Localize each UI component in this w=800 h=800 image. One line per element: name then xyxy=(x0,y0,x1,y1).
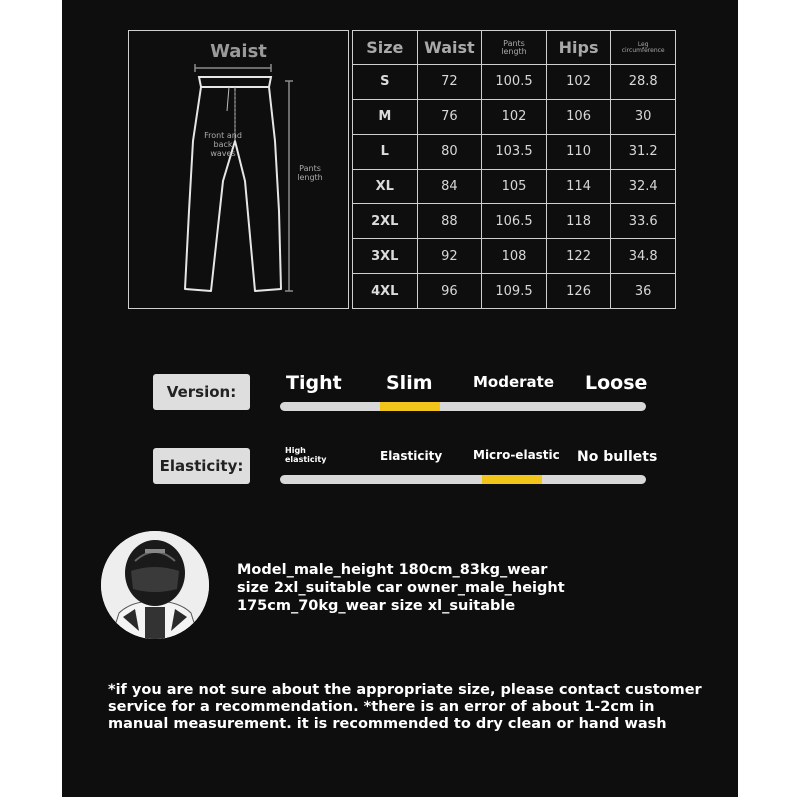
table-row xyxy=(353,239,676,274)
cell-waist: 88 xyxy=(417,204,482,239)
version-scale-highlight xyxy=(380,402,440,411)
version-scale-track xyxy=(280,402,646,411)
cell-size: 3XL xyxy=(353,239,418,274)
table-row xyxy=(353,169,676,204)
cell-pants-length: 102 xyxy=(482,99,547,134)
cell-pants-length: 109.5 xyxy=(482,274,547,309)
header-pants-length: Pants length xyxy=(482,31,547,65)
cell-pants-length: 105 xyxy=(482,169,547,204)
size-note: *if you are not sure about the appropriate size, please contact customer service for a recommendation. *there is an error of about 1-2cm in manual measurement. it is recommended to dry clean or hand wash xyxy=(108,682,702,732)
elasticity-option-no-bullets: No bullets xyxy=(577,449,658,465)
version-label: Version: xyxy=(153,374,250,410)
cell-size: 4XL xyxy=(353,274,418,309)
cell-pants-length: 103.5 xyxy=(482,134,547,169)
size-table xyxy=(352,30,676,309)
model-avatar xyxy=(101,531,209,639)
table-row xyxy=(353,134,676,169)
cell-waist: 84 xyxy=(417,169,482,204)
cell-leg: 36 xyxy=(611,274,676,309)
cell-leg: 30 xyxy=(611,99,676,134)
version-option-loose: Loose xyxy=(585,372,648,394)
version-option-moderate: Moderate xyxy=(473,373,555,391)
cell-size: 2XL xyxy=(353,204,418,239)
cell-hips: 114 xyxy=(546,169,611,204)
table-row xyxy=(353,99,676,134)
table-row xyxy=(353,274,676,309)
pants-length-label: Pants length xyxy=(297,164,323,182)
elasticity-option-elasticity: Elasticity xyxy=(380,449,443,463)
cell-leg: 34.8 xyxy=(611,239,676,274)
cell-waist: 96 xyxy=(417,274,482,309)
cell-size: L xyxy=(353,134,418,169)
header-leg-circumference: Leg circumference xyxy=(611,31,676,65)
cell-leg: 33.6 xyxy=(611,204,676,239)
header-waist: Waist xyxy=(417,31,482,65)
elasticity-option-micro-elastic: Micro-elastic xyxy=(473,448,560,462)
cell-hips: 126 xyxy=(546,274,611,309)
cell-waist: 80 xyxy=(417,134,482,169)
cell-waist: 72 xyxy=(417,65,482,100)
cell-hips: 102 xyxy=(546,65,611,100)
cell-waist: 92 xyxy=(417,239,482,274)
elasticity-scale-highlight xyxy=(482,475,542,484)
table-header-row xyxy=(353,31,676,65)
version-option-tight: Tight xyxy=(286,372,342,394)
cell-leg: 32.4 xyxy=(611,169,676,204)
cell-size: XL xyxy=(353,169,418,204)
cell-waist: 76 xyxy=(417,99,482,134)
model-description: Model_male_height 180cm_83kg_wear size 2xl_suitable car owner_male_height 175cm_70kg_wear size xl_suitable xyxy=(237,562,565,614)
front-back-waves-label: Front and back waves xyxy=(204,131,242,158)
cell-leg: 28.8 xyxy=(611,65,676,100)
header-hips: Hips xyxy=(546,31,611,65)
table-row xyxy=(353,65,676,100)
table-row xyxy=(353,204,676,239)
cell-size: M xyxy=(353,99,418,134)
pants-diagram xyxy=(128,30,349,309)
cell-hips: 110 xyxy=(546,134,611,169)
elasticity-scale-track xyxy=(280,475,646,484)
helmet-rider-avatar-icon xyxy=(101,531,209,639)
elasticity-label: Elasticity: xyxy=(153,448,250,484)
cell-pants-length: 106.5 xyxy=(482,204,547,239)
cell-hips: 122 xyxy=(546,239,611,274)
cell-pants-length: 100.5 xyxy=(482,65,547,100)
elasticity-option-high: High elasticity xyxy=(285,446,327,464)
waist-label: Waist xyxy=(210,41,267,62)
cell-leg: 31.2 xyxy=(611,134,676,169)
cell-size: S xyxy=(353,65,418,100)
version-option-slim: Slim xyxy=(386,372,433,394)
cell-hips: 118 xyxy=(546,204,611,239)
header-size: Size xyxy=(353,31,418,65)
cell-hips: 106 xyxy=(546,99,611,134)
cell-pants-length: 108 xyxy=(482,239,547,274)
